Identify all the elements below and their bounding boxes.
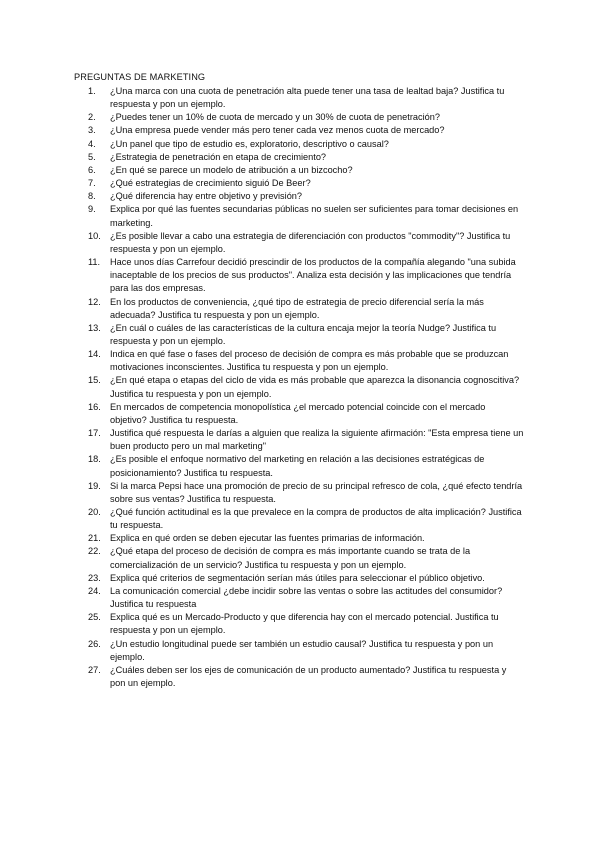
question-number: 21. (88, 533, 101, 544)
list-item (88, 664, 524, 690)
list-item (88, 532, 524, 545)
question-number: 2. (88, 112, 96, 123)
question-number: 8. (88, 191, 96, 202)
question-number: 18. (88, 454, 101, 465)
question-number: 12. (88, 296, 101, 307)
question-number: 23. (88, 572, 101, 583)
question-number: 24. (88, 585, 101, 596)
list-item (88, 322, 524, 348)
question-text: ¿Estrategia de penetración en etapa de crecimiento? (110, 151, 327, 162)
list-item (88, 545, 524, 571)
question-text: ¿En qué etapa o etapas del ciclo de vida es más probable que aparezca la disonancia cognoscitiva? Justifica tu respuesta y pon un ejemplo. (110, 375, 520, 399)
question-number: 4. (88, 138, 96, 149)
question-number: 5. (88, 151, 96, 162)
list-item (88, 111, 524, 124)
question-number: 15. (88, 375, 101, 386)
question-text: Si la marca Pepsi hace una promoción de precio de su principal refresco de cola, ¿qué efecto tendría sobre sus ventas? Justifica tu respuesta. (110, 480, 523, 504)
list-item (88, 401, 524, 427)
list-item (88, 124, 524, 137)
list-item (88, 611, 524, 637)
question-text: ¿Una marca con una cuota de penetración alta puede tener una tasa de lealtad baja? Justifica tu respuesta y pon un ejemplo. (110, 86, 505, 110)
question-text: ¿Una empresa puede vender más pero tener cada vez menos cuota de mercado? (110, 125, 445, 136)
question-text: Justifica qué respuesta le darías a alguien que realiza la siguiente afirmación: "Esta empresa tiene un buen producto pero un mal marketing" (110, 428, 524, 452)
question-number: 10. (88, 230, 101, 241)
list-item (88, 572, 524, 585)
question-number: 20. (88, 507, 101, 517)
list-item (88, 453, 524, 479)
list-item (88, 203, 524, 229)
question-text: ¿Puedes tener un 10% de cuota de mercado y un 30% de cuota de penetración? (110, 112, 440, 123)
question-number: 26. (88, 638, 101, 649)
question-number: 25. (88, 612, 101, 623)
question-number: 9. (88, 204, 96, 215)
question-number: 17. (88, 428, 101, 439)
question-text: En mercados de competencia monopolística ¿el mercado potencial coincide con el mercado objetivo? Justifica tu respuesta. (110, 401, 486, 425)
list-item (88, 374, 524, 400)
question-text: ¿Qué estrategias de crecimiento siguió De Beer? (110, 178, 311, 189)
question-text: ¿Qué diferencia hay entre objetivo y previsión? (110, 191, 303, 202)
list-item (88, 506, 524, 532)
question-text: ¿Qué función actitudinal es la que prevalece en la compra de productos de alta implicación? Justifica tu respuesta. (110, 507, 522, 531)
list-item (88, 348, 524, 374)
question-number: 22. (88, 546, 101, 557)
list-item (88, 164, 524, 177)
list-item (88, 480, 524, 506)
question-number: 3. (88, 125, 96, 136)
question-text: ¿En cuál o cuáles de las características de la cultura encaja mejor la teoría Nudge? Justifica tu respuesta y pon un ejemplo. (110, 322, 497, 346)
list-item (88, 296, 524, 322)
question-number: 13. (88, 322, 101, 333)
list-item (88, 256, 524, 295)
list-item (88, 585, 524, 611)
question-text: En los productos de conveniencia, ¿qué tipo de estrategia de precio diferencial sería la más adecuada? Justifica tu respuesta y pon un ejemplo. (110, 296, 484, 320)
list-item (88, 638, 524, 664)
question-number: 6. (88, 164, 96, 175)
list-item (88, 138, 524, 151)
list-item (88, 230, 524, 256)
list-item (88, 85, 524, 111)
question-number: 7. (88, 178, 96, 189)
question-text: ¿Es posible el enfoque normativo del marketing en relación a las decisiones estratégicas de posicionamiento? Justifica tu respuesta. (110, 454, 485, 478)
question-number: 16. (88, 401, 101, 412)
list-item (88, 427, 524, 453)
question-text: ¿Cuáles deben ser los ejes de comunicación de un producto aumentado? Justifica tu respuesta y pon un ejemplo. (110, 664, 507, 689)
question-text: ¿Un panel que tipo de estudio es, exploratorio, descriptivo o causal? (110, 138, 389, 149)
question-number: 27. (88, 664, 101, 675)
question-text: Hace unos días Carrefour decidió prescindir de los productos de la compañía alegando "una subida inaceptable de los precios de sus productos". Analiza esta decisión y las implicaciones que tendría para las dos empresas. (110, 257, 516, 294)
page-title: PREGUNTAS DE MARKETING (74, 72, 206, 82)
list-item (88, 190, 524, 203)
question-text: Explica en qué orden se deben ejecutar las fuentes primarias de información. (110, 533, 425, 544)
question-text: ¿Un estudio longitudinal puede ser también un estudio causal? Justifica tu respuesta y pon un ejemplo. (110, 638, 494, 662)
question-list (88, 85, 524, 690)
question-text: Explica qué es un Mercado-Producto y que diferencia hay con el mercado potencial. Justifica tu respuesta y pon un ejemplo. (110, 612, 499, 636)
question-number: 11. (88, 257, 101, 268)
question-text: ¿Es posible llevar a cabo una estrategia de diferenciación con productos "commodity"? Justifica tu respuesta y pon un ejemplo. (110, 230, 511, 254)
question-text: Explica por qué las fuentes secundarias públicas no suelen ser suficientes para tomar decisiones en marketing. (110, 204, 519, 228)
question-number: 19. (88, 480, 101, 491)
list-item (88, 151, 524, 164)
question-number: 1. (88, 86, 96, 96)
question-text: ¿Qué etapa del proceso de decisión de compra es más importante cuando se trata de la comercialización de un servicio? Justifica tu respuesta y pon un ejemplo. (110, 546, 471, 570)
question-text: ¿En qué se parece un modelo de atribución a un bizcocho? (110, 164, 353, 175)
list-item (88, 177, 524, 190)
question-text: Indica en qué fase o fases del proceso de decisión de compra es más probable que se produzcan motivaciones inconscientes. Justifica tu respuesta y pon un ejemplo. (110, 349, 509, 373)
question-text: Explica qué criterios de segmentación serían más útiles para seleccionar el público objetivo. (110, 572, 485, 583)
question-number: 14. (88, 349, 101, 360)
question-text: La comunicación comercial ¿debe incidir sobre las ventas o sobre las actitudes del consumidor? Justifica tu respuesta (110, 585, 503, 610)
